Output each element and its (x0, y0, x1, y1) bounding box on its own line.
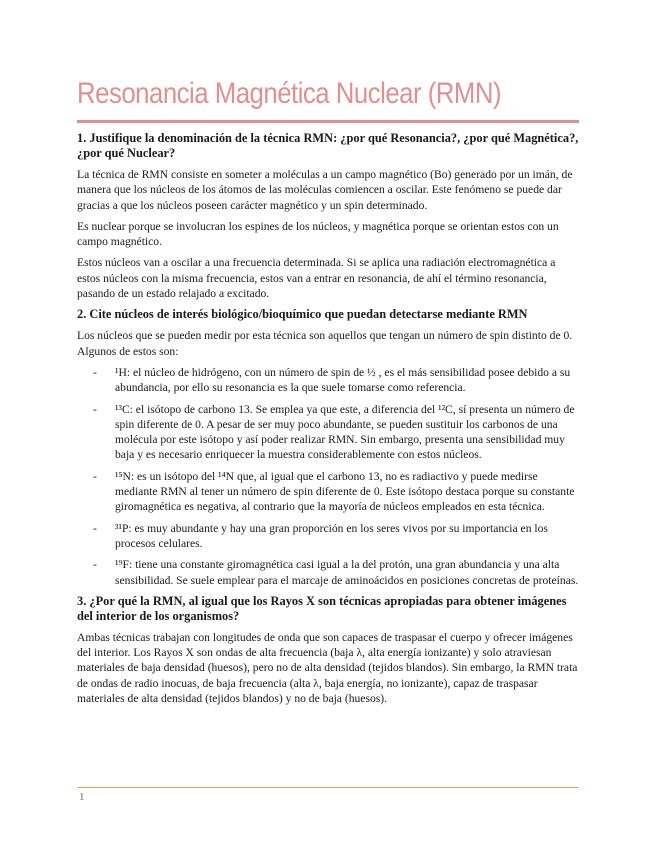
q3-paragraph: Ambas técnicas trabajan con longitudes de onda que son capaces de traspasar el cuerpo y ofrecer imágenes del interior. Los Rayos X son ondas de alta frecuencia (baja λ, alta energía ionizante) y solo atraviesan materiales de baja densidad (huesos), pero no de alta densidad (tejidos blandos). Sin embargo, la RMN trata de ondas de radio inocuas, de baja frecuencia (alta λ, baja energía, no ionizante), capaz de traspasar materiales de alta densidad (tejidos blandos) y no de baja (huesos). (77, 630, 578, 706)
document-title: Resonancia Magnética Nuclear (RMN) (77, 77, 502, 110)
question-2-heading: 2. Cite núcleos de interés biológico/bioquímico que puedan detectarse mediante RMN (77, 307, 528, 322)
list-item (77, 365, 579, 396)
footer-rule (77, 787, 579, 788)
list-item (77, 557, 579, 588)
list-dash: - (93, 402, 97, 416)
q1-paragraph-2: Es nuclear porque se involucran los espines de los núcleos, y magnética porque se orientan estos con un campo magnético. (77, 219, 559, 249)
question-1-heading: 1. Justifique la denominación de la técnica RMN: ¿por qué Resonancia?, ¿por qué Magnética?, ¿por qué Nuclear? (77, 131, 579, 160)
question-3-heading: 3. ¿Por qué la RMN, al igual que los Rayos X son técnicas apropiadas para obtener imágenes del interior de los organismos? (77, 593, 567, 623)
list-item-text: ¹⁵N: es un isótopo del ¹⁴N que, al igual que el carbono 13, no es radiactivo y puede medirse mediante RMN al tener un número de spin diferente de 0. Este isótopo destaca porque su constante giromagnética es negativa, al contrario que la mayoría de núcleos empleados en esta técnica. (115, 469, 575, 514)
page-number: 1 (79, 791, 85, 803)
document-page (77, 74, 579, 712)
list-dash: - (93, 558, 97, 572)
list-item-text: ¹H: el núcleo de hidrógeno, con un número de spin de ½ , es el más sensibilidad posee debido a su abundancia, por ello su resonancia es la que suele tomarse como referencia. (115, 365, 571, 395)
title-underline (77, 120, 579, 123)
list-item (77, 402, 579, 463)
list-item-text: ³¹P: es muy abundante y hay una gran proporción en los seres vivos por su importancia en los procesos celulares. (115, 521, 548, 550)
nuclei-list (77, 365, 579, 588)
list-item-text: ¹⁹F: tiene una constante giromagnética casi igual a la del protón, una gran abundancia y una alta sensibilidad. Se suele emplear para el marcaje de aminoácidos en posiciones concretas de proteínas. (115, 558, 579, 587)
q1-paragraph-3: Estos núcleos van a oscilar a una frecuencia determinada. Si se aplica una radiación electromagnética a estos núcleos con la misma frecuencia, estos van a entrar en resonancia, de ahí el término resonancia, pasando de un estado relajado a excitado. (77, 256, 556, 301)
list-item (77, 469, 579, 515)
q2-intro: Los núcleos que se pueden medir por esta técnica son aquellos que tengan un número de spin distinto de 0. Algunos de estos son: (77, 329, 573, 358)
list-dash: - (93, 365, 97, 379)
list-dash: - (93, 469, 97, 483)
list-item (77, 521, 579, 552)
list-item-text: ¹³C: el isótopo de carbono 13. Se emplea ya que este, a diferencia del ¹²C, sí presenta un número de spin diferente de 0. A pesar de ser muy poco abundante, se pueden sustituir los carbonos de una molécula por este isótopo y así poder realizar RMN. Sin embargo, presenta una sensibilidad muy baja y es necesario enriquecer la muestra considerablemente con estos núcleos. (115, 402, 575, 462)
q1-paragraph-1: La técnica de RMN consiste en someter a moléculas a un campo magnético (Bo) generado por un imán, de manera que los núcleos de los átomos de las moléculas comiencen a oscilar. Este fenómeno se puede dar gracias a que los núcleos poseen carácter magnético y un spin determinado. (77, 168, 573, 212)
list-dash: - (93, 521, 97, 535)
